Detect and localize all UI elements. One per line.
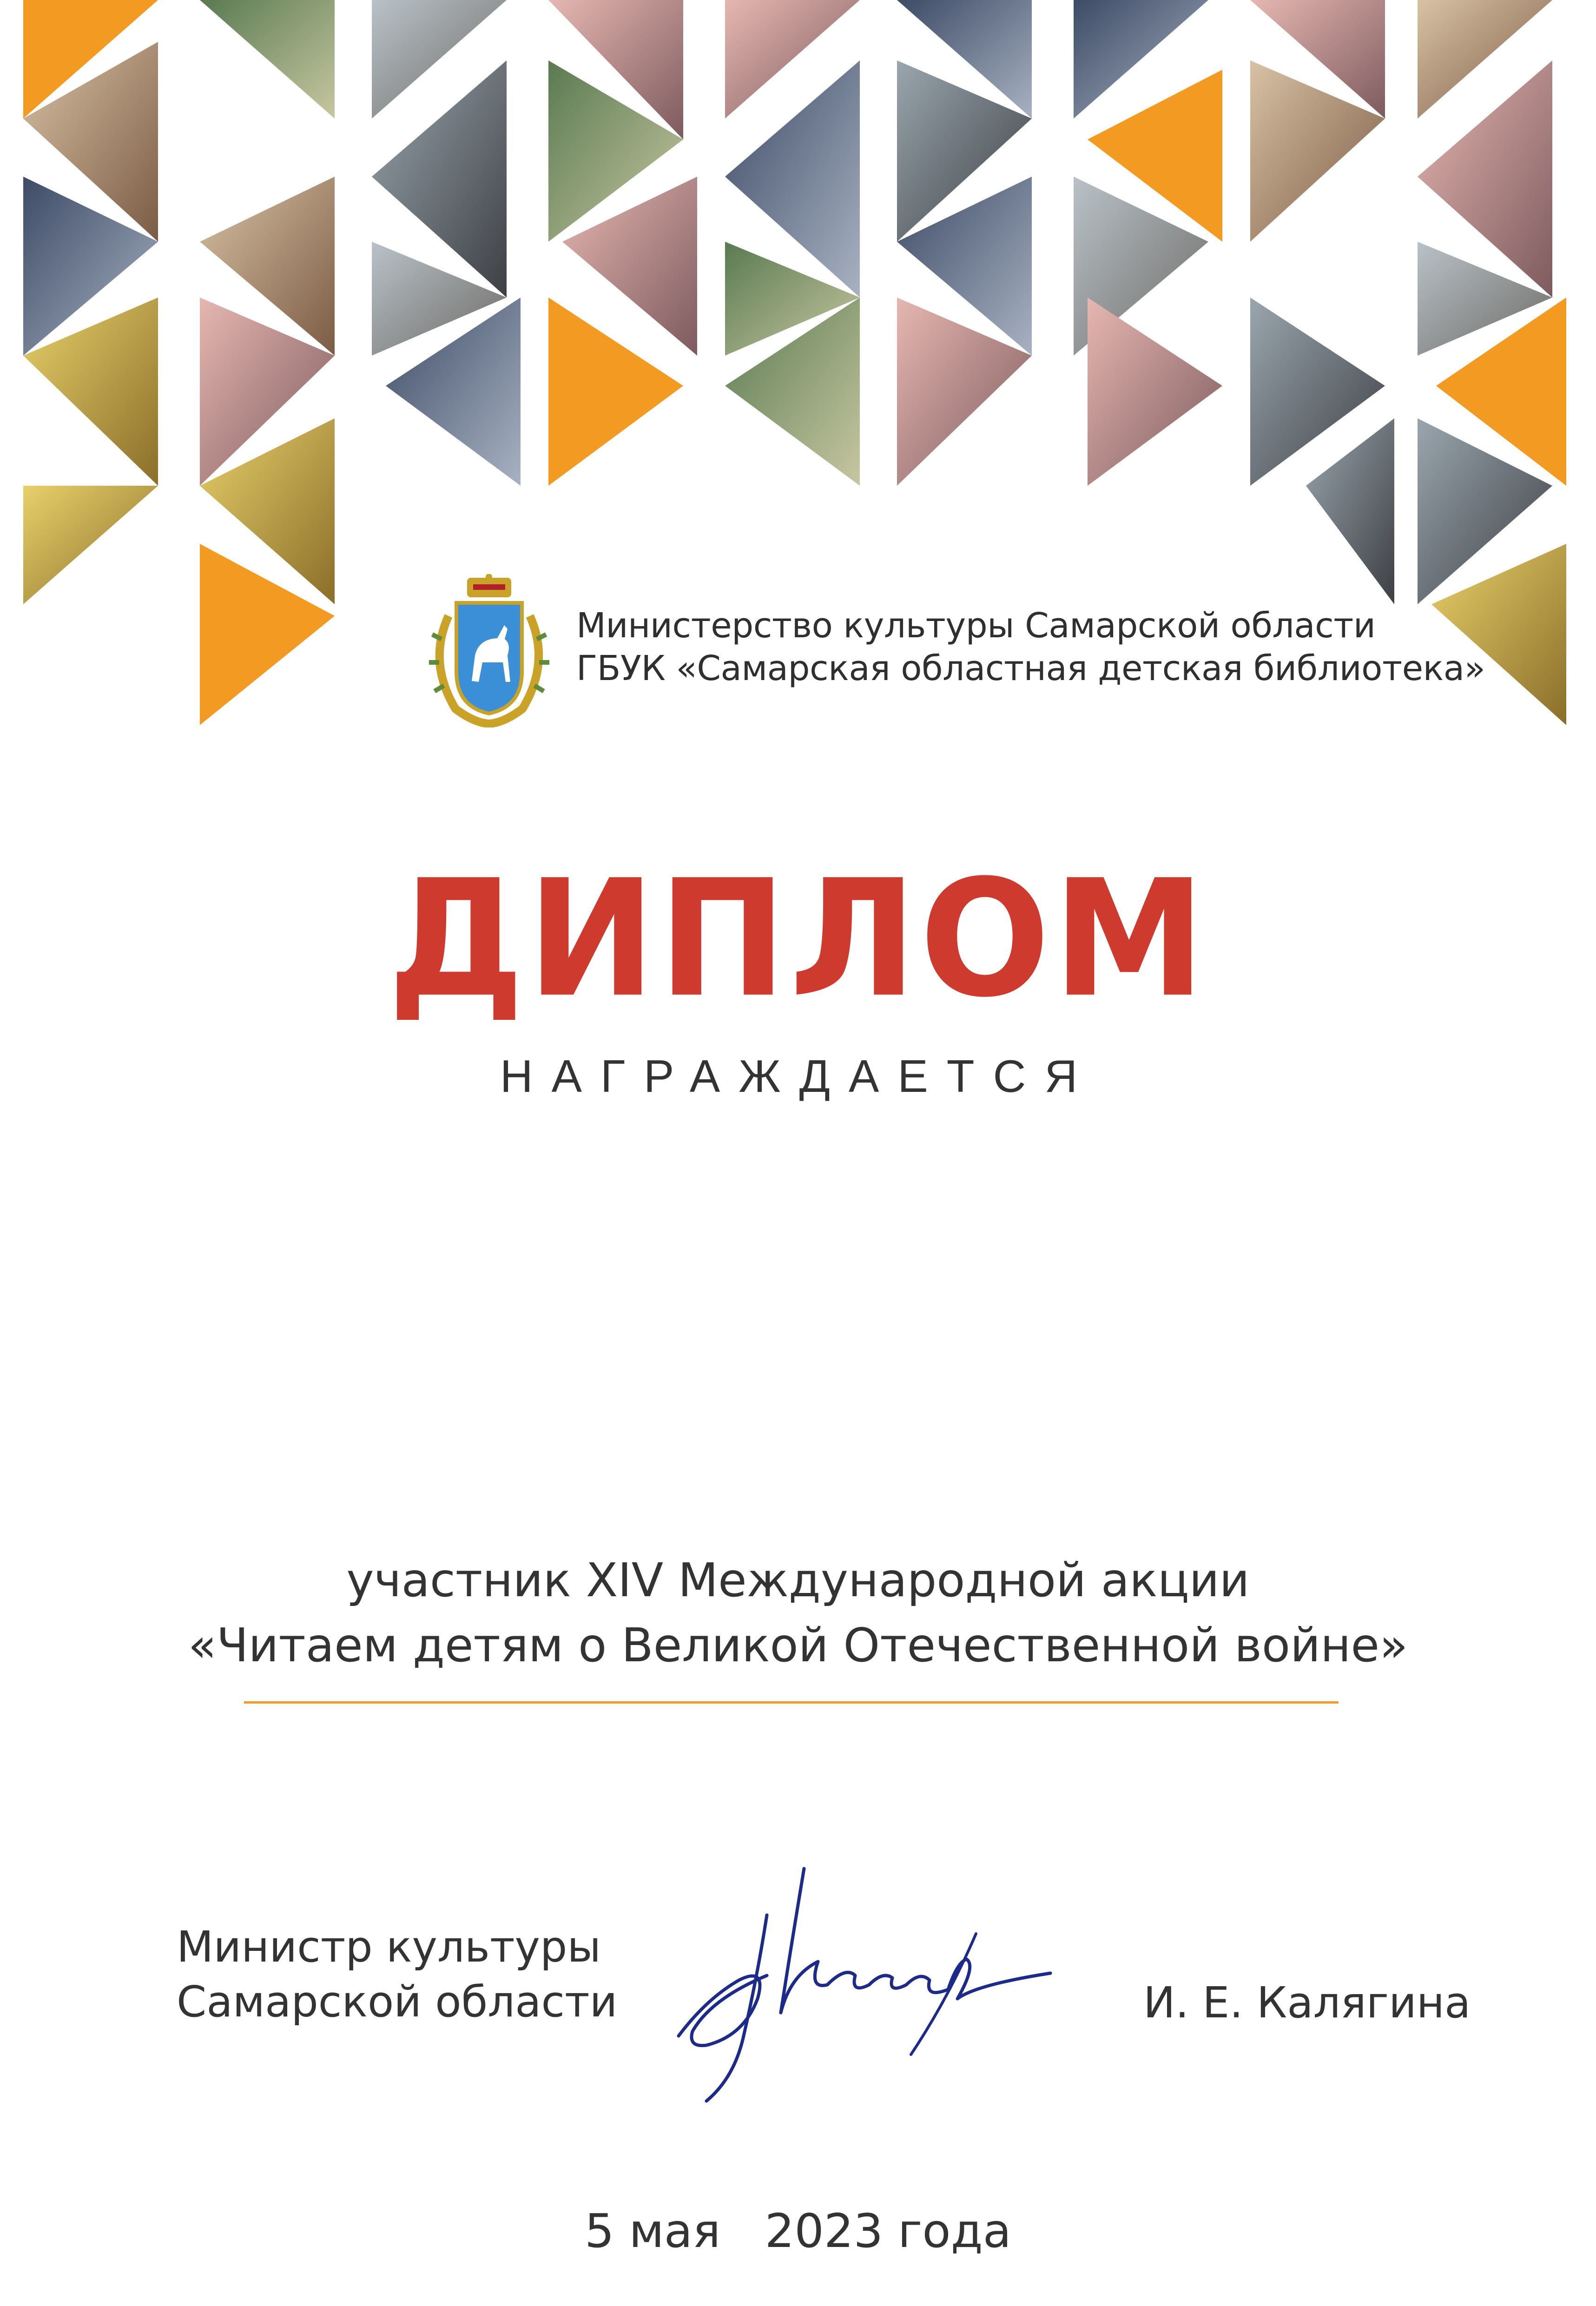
divider-line (244, 1701, 1339, 1704)
signer-position-line-1: Министр культуры (177, 1922, 601, 1972)
ministry-name: Министерство культуры Самарской области (576, 606, 1376, 646)
samara-region-coat-of-arms-icon (423, 574, 555, 727)
issuer-header (423, 569, 1485, 723)
signer-position-line-2: Самарской области (177, 1977, 618, 2027)
award-description (0, 1548, 1596, 1678)
signer-name: И. Е. Калягина (1143, 1978, 1471, 2028)
awarded-label: НАГРАЖДАЕТСЯ (500, 1051, 1096, 1102)
description-line-1: участник XIV Международной акции (346, 1553, 1250, 1607)
library-name: ГБУК «Самарская областная детская библиотека» (576, 648, 1485, 688)
handwritten-signature (651, 1859, 1069, 2120)
signer-position (177, 1920, 617, 2029)
description-line-2: «Читаем детям о Великой Отечественной войне» (188, 1618, 1408, 1672)
diploma-title: ДИПЛОМ (388, 845, 1208, 1033)
issue-date: 5 мая 2023 года (584, 2204, 1012, 2258)
signature-block (0, 1915, 1596, 2124)
